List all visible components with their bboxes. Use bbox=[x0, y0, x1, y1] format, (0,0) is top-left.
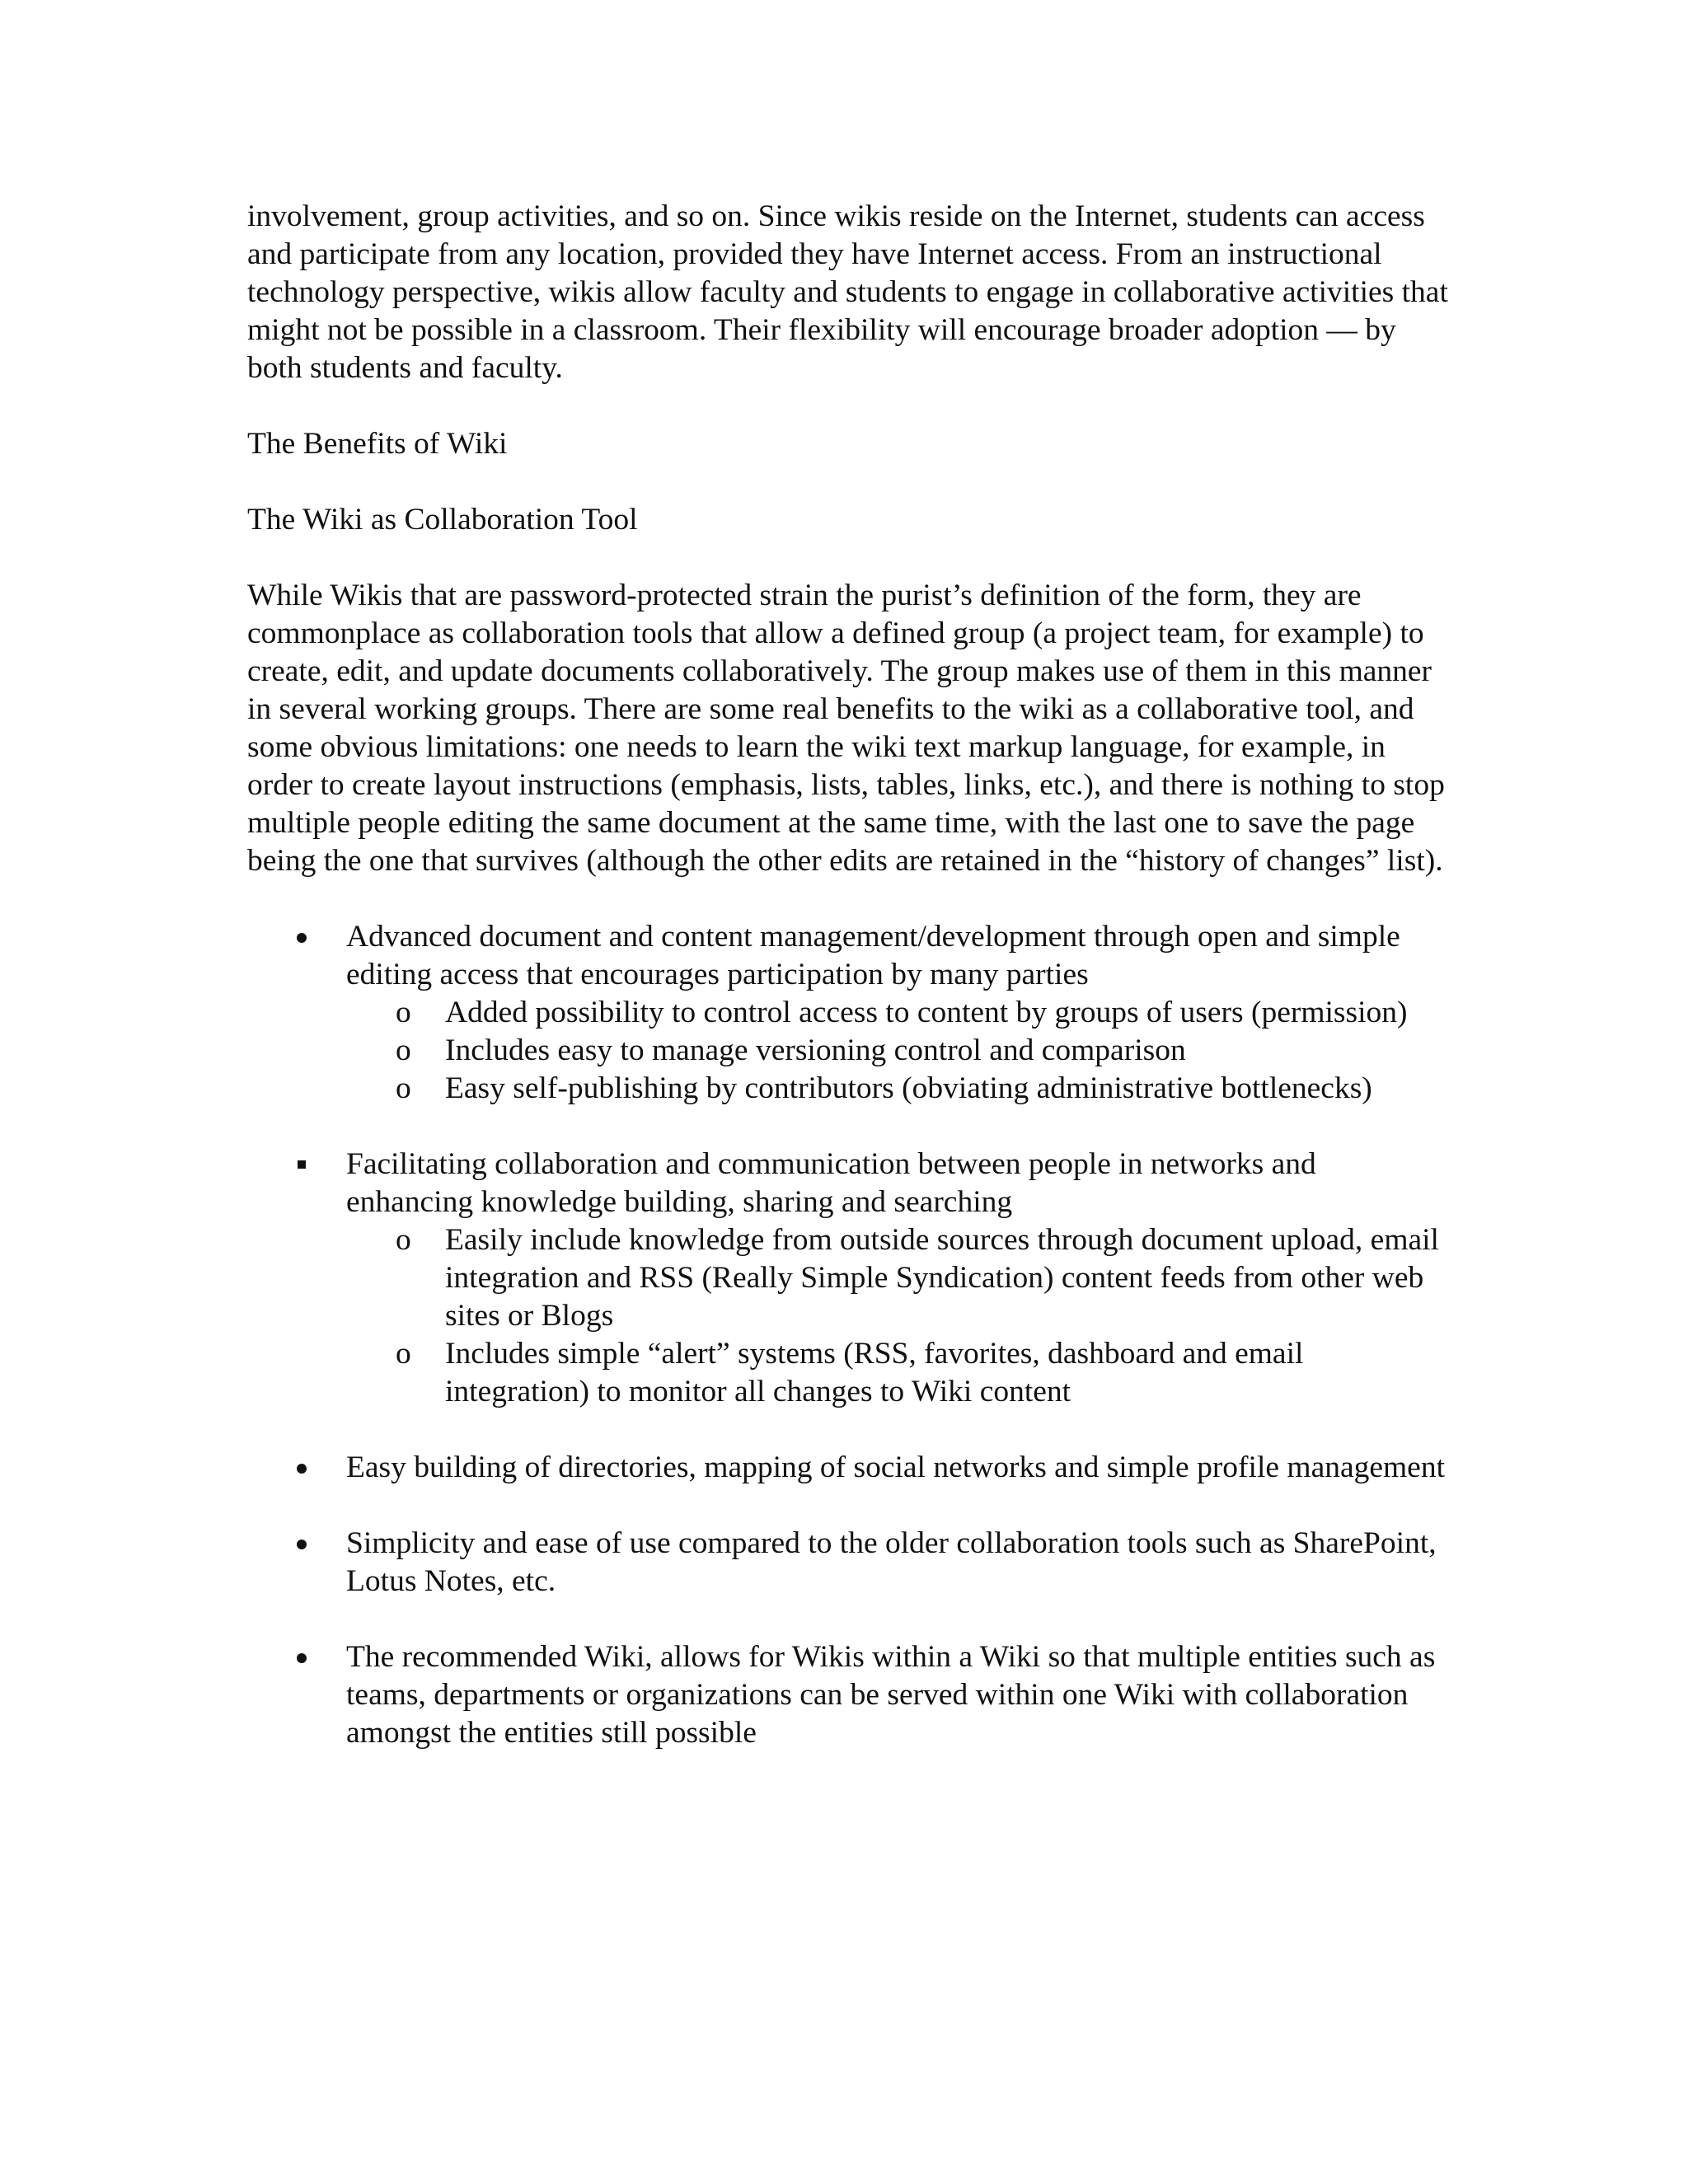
sub-list-item-text: Added possibility to control access to content by groups of users (permission) bbox=[445, 996, 1408, 1029]
list-item bbox=[247, 918, 1451, 1108]
sub-list bbox=[346, 994, 1451, 1108]
list-item-text: Facilitating collaboration and communication between people in networks and enhancing knowledge building, sharing and searching bbox=[346, 1147, 1316, 1219]
intro-paragraph: involvement, group activities, and so on. Since wikis reside on the Internet, students can access and participate from any location, provided they have Internet access. From an instructional technology perspective, wikis allow faculty and students to engage in collaborative activities that might not be possible in a classroom. Their flexibility will encourage broader adoption — by both students and faculty. bbox=[247, 199, 1448, 385]
page-content bbox=[247, 198, 1451, 1752]
collaboration-paragraph: While Wikis that are password-protected strain the purist’s definition of the form, they are commonplace as collaboration tools that allow a defined group (a project team, for example) to create, edit, and update documents collaboratively. The group makes use of them in this manner in several working groups. There are some real benefits to the wiki as a collaborative tool, and some obvious limitations: one needs to learn the wiki text markup language, for example, in order to create layout instructions (emphasis, lists, tables, links, etc.), and there is nothing to stop multiple people editing the same document at the same time, with the last one to save the page being the one that survives (although the other edits are retained in the “history of changes” list). bbox=[247, 579, 1445, 878]
sub-list-item-text: Easily include knowledge from outside sources through document upload, email integration and RSS (Really Simple Syndication) content feeds from other web sites or Blogs bbox=[445, 1223, 1439, 1333]
sub-list-item-text: Includes simple “alert” systems (RSS, favorites, dashboard and email integration) to monitor all changes to Wiki content bbox=[445, 1337, 1304, 1408]
benefits-list bbox=[247, 918, 1451, 1752]
sub-bullet-o-icon: o bbox=[396, 1223, 411, 1257]
list-item-text: Advanced document and content management/development through open and simple editing access that encourages participation by many parties bbox=[346, 920, 1400, 991]
sub-list-item-text: Includes easy to manage versioning control and comparison bbox=[445, 1033, 1186, 1067]
sub-bullet-o-icon: o bbox=[396, 1071, 411, 1105]
sub-list-item-text: Easy self-publishing by contributors (obviating administrative bottlenecks) bbox=[445, 1071, 1372, 1105]
list-item bbox=[247, 1525, 1451, 1601]
sub-list bbox=[346, 1221, 1451, 1411]
list-item bbox=[247, 1449, 1451, 1487]
list-item-text: The recommended Wiki, allows for Wikis within a Wiki so that multiple entities such as teams, departments or organizations can be served within one Wiki with collaboration amongst the entities still possible bbox=[346, 1640, 1436, 1750]
sub-bullet-o-icon: o bbox=[396, 996, 411, 1029]
sub-list-item bbox=[346, 1070, 1451, 1108]
heading-wiki-as-collaboration-tool: The Wiki as Collaboration Tool bbox=[247, 503, 638, 537]
heading-benefits-of-wiki: The Benefits of Wiki bbox=[247, 427, 508, 461]
sub-list-item bbox=[346, 994, 1451, 1032]
list-item-text: Easy building of directories, mapping of social networks and simple profile management bbox=[346, 1451, 1445, 1484]
list-item-text: Simplicity and ease of use compared to the older collaboration tools such as SharePoint, Lotus Notes, etc. bbox=[346, 1526, 1437, 1598]
sub-list-item bbox=[346, 1221, 1451, 1335]
sub-bullet-o-icon: o bbox=[396, 1337, 411, 1371]
list-item bbox=[247, 1146, 1451, 1411]
sub-list-item bbox=[346, 1335, 1451, 1411]
sub-list-item bbox=[346, 1032, 1451, 1070]
list-item bbox=[247, 1638, 1451, 1752]
sub-bullet-o-icon: o bbox=[396, 1033, 411, 1067]
